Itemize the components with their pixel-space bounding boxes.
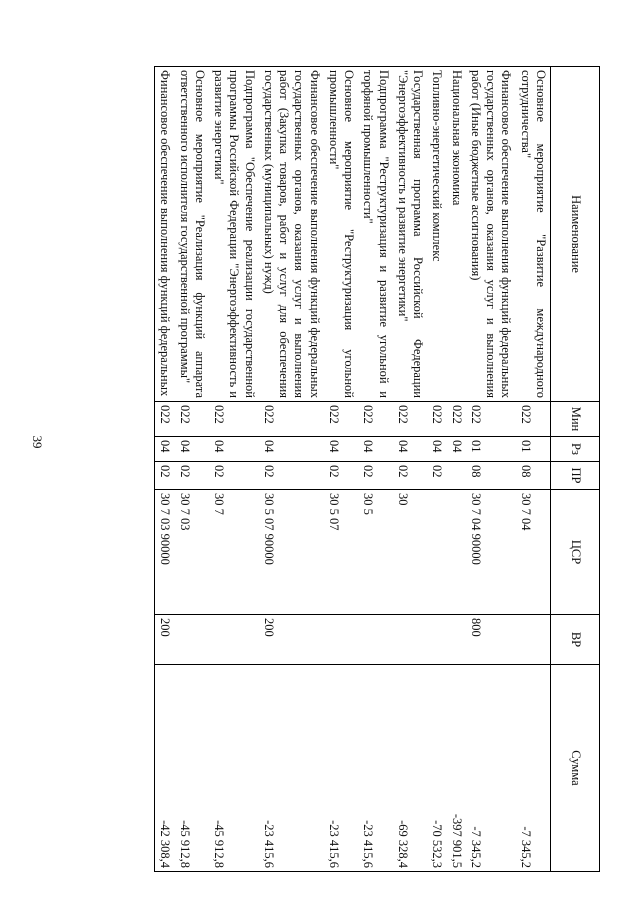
cell-rz: 04 [259, 437, 324, 462]
header-csr: ЦСР [551, 490, 600, 615]
cell-min: 022 [447, 402, 466, 437]
cell-csr: 30 5 07 90000 [259, 490, 324, 615]
cell-rz: 04 [393, 437, 428, 462]
cell-pr: 02 [393, 462, 428, 490]
cell-min: 022 [393, 402, 428, 437]
header-vr: ВР [551, 615, 600, 665]
cell-vr: 800 [466, 615, 516, 665]
table-row [209, 67, 259, 872]
cell-vr: 200 [259, 615, 324, 665]
cell-min: 022 [155, 402, 175, 437]
cell-rz: 04 [155, 437, 175, 462]
table-row [175, 67, 210, 872]
cell-vr [516, 615, 551, 665]
table-row [358, 67, 393, 872]
cell-sum: -45 912,8 [209, 665, 259, 872]
cell-pr: 08 [466, 462, 516, 490]
cell-pr: 02 [155, 462, 175, 490]
header-rz: Рз [551, 437, 600, 462]
cell-vr [447, 615, 466, 665]
cell-pr: 02 [427, 462, 446, 490]
cell-sum: -42 308,4 [155, 665, 175, 872]
cell-csr: 30 5 07 [324, 490, 359, 615]
cell-rz: 04 [447, 437, 466, 462]
table-row [324, 67, 359, 872]
cell-rz: 04 [209, 437, 259, 462]
cell-min: 022 [358, 402, 393, 437]
cell-name: Финансовое обеспечение выполнения функций федеральных государственных органов, оказания услуг и выполнения работ (Иные бюджетные ассигнования) [466, 67, 516, 402]
cell-min: 022 [466, 402, 516, 437]
cell-csr [447, 490, 466, 615]
cell-min: 022 [427, 402, 446, 437]
cell-pr: 02 [259, 462, 324, 490]
table-row [155, 67, 175, 872]
cell-sum: -45 912,8 [175, 665, 210, 872]
cell-pr: 02 [209, 462, 259, 490]
cell-sum: -23 415,6 [324, 665, 359, 872]
header-sum: Сумма [551, 665, 600, 872]
header-name: Наименование [551, 67, 600, 402]
cell-min: 022 [209, 402, 259, 437]
cell-name: Основное мероприятие "Развитие международного сотрудничества" [516, 67, 551, 402]
table-row [466, 67, 516, 872]
cell-sum: -7 345,2 [516, 665, 551, 872]
cell-sum: -23 415,6 [259, 665, 324, 872]
cell-rz: 04 [175, 437, 210, 462]
cell-sum: -7 345,2 [466, 665, 516, 872]
cell-rz: 04 [358, 437, 393, 462]
cell-csr: 30 7 03 [175, 490, 210, 615]
table-row [516, 67, 551, 872]
cell-sum: -69 328,4 [393, 665, 428, 872]
cell-rz: 01 [466, 437, 516, 462]
cell-min: 022 [324, 402, 359, 437]
cell-csr: 30 7 04 90000 [466, 490, 516, 615]
cell-vr: 200 [155, 615, 175, 665]
header-pr: ПР [551, 462, 600, 490]
cell-csr: 30 7 [209, 490, 259, 615]
cell-csr: 30 5 [358, 490, 393, 615]
cell-pr [447, 462, 466, 490]
cell-vr [358, 615, 393, 665]
cell-vr [175, 615, 210, 665]
cell-csr: 30 7 03 90000 [155, 490, 175, 615]
cell-name: Финансовое обеспечение выполнения функций федеральных государственных органов, оказания услуг и выполнения работ (Закупка товаров, работ и услуг для обеспечения государственных (муниципальных) нужд) [259, 67, 324, 402]
cell-rz: 04 [324, 437, 359, 462]
budget-table [154, 66, 600, 872]
cell-csr [427, 490, 446, 615]
rotated-page-content [108, 66, 600, 871]
cell-name: Основное мероприятие "Реструктуризация угольной промышленности" [324, 67, 359, 402]
table-row [427, 67, 446, 872]
cell-pr: 02 [324, 462, 359, 490]
cell-rz: 04 [427, 437, 446, 462]
cell-vr [393, 615, 428, 665]
table-row [393, 67, 428, 872]
cell-vr [427, 615, 446, 665]
table-header-row [551, 67, 600, 872]
cell-sum: -23 415,6 [358, 665, 393, 872]
cell-csr: 30 7 04 [516, 490, 551, 615]
cell-vr [209, 615, 259, 665]
cell-name: Государственная программа Российской Федерации "Энергоэффективность и развитие энергетики" [393, 67, 428, 402]
cell-name: Основное мероприятие "Реализация функций аппарата ответственного исполнителя государственной программы" [175, 67, 210, 402]
cell-name: Национальная экономика [447, 67, 466, 402]
cell-name: Финансовое обеспечение выполнения функций федеральных [155, 67, 175, 402]
cell-min: 022 [259, 402, 324, 437]
cell-rz: 01 [516, 437, 551, 462]
cell-min: 022 [175, 402, 210, 437]
header-min: Мин [551, 402, 600, 437]
cell-pr: 02 [175, 462, 210, 490]
cell-name: Подпрограмма "Реструктуризация и развитие угольной и торфяной промышленности" [358, 67, 393, 402]
cell-name: Подпрограмма "Обеспечение реализации государственной программы Российской Федерации "Энергоэффективность и развитие энергетики" [209, 67, 259, 402]
cell-pr: 02 [358, 462, 393, 490]
cell-name: Топливно-энергетический комплекс [427, 67, 446, 402]
page-number: 39 [30, 435, 45, 449]
cell-pr: 08 [516, 462, 551, 490]
cell-vr [324, 615, 359, 665]
cell-sum: -70 532,3 [427, 665, 446, 872]
cell-sum: -397 901,5 [447, 665, 466, 872]
cell-min: 022 [516, 402, 551, 437]
table-row [259, 67, 324, 872]
table-row [447, 67, 466, 872]
cell-csr: 30 [393, 490, 428, 615]
